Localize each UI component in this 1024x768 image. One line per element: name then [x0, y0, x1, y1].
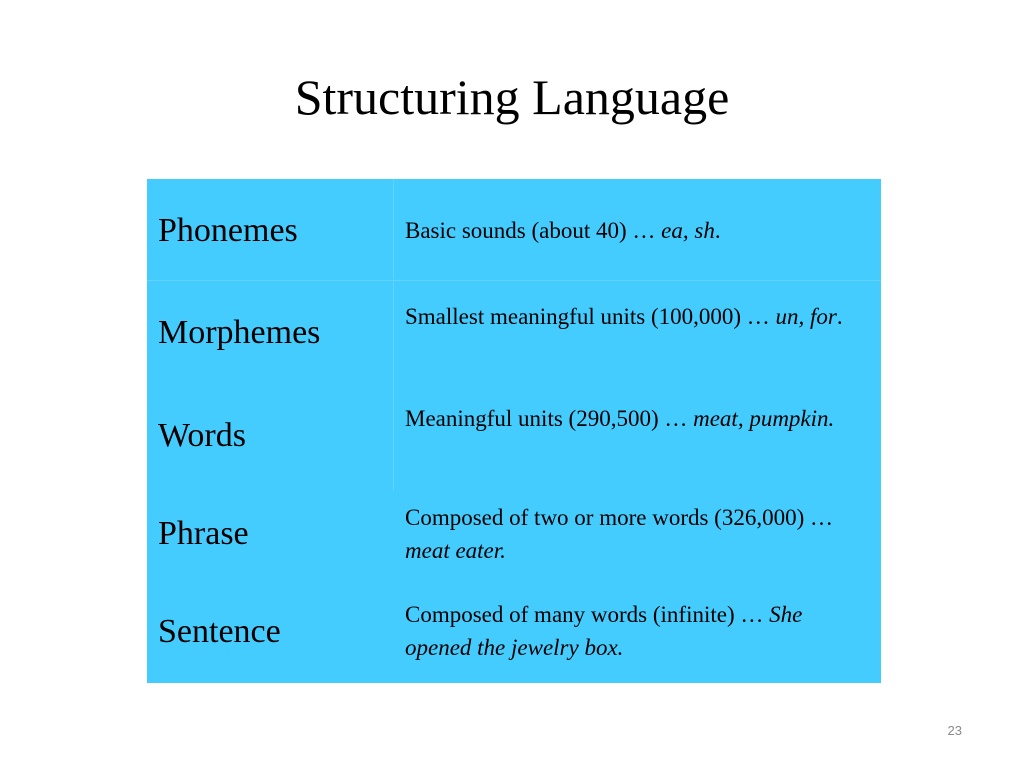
term-cell: Words: [158, 417, 246, 454]
table-row-words: [147, 381, 881, 481]
description-example: meat eater.: [405, 538, 506, 563]
term-cell: Morphemes: [158, 314, 321, 351]
description-tail: .: [836, 304, 843, 329]
description-text: Smallest meaningful units (100,000) …: [405, 304, 776, 329]
term-cell: Phrase: [158, 515, 249, 552]
description-example: She opened the jewelry box.: [405, 602, 803, 660]
table-row-morphemes: [147, 281, 881, 381]
table-row-phrase: [147, 481, 881, 581]
description-text: Basic sounds (about 40) …: [405, 218, 662, 243]
description-example: un, for: [775, 304, 837, 329]
slide-title: Structuring Language: [294, 69, 730, 125]
description-cell: [405, 300, 870, 333]
table-row-phonemes: [147, 179, 881, 280]
term-cell: Sentence: [158, 613, 281, 650]
description-cell: [405, 214, 870, 247]
description-cell: [405, 598, 870, 664]
description-cell: [405, 501, 870, 567]
language-structure-table: [147, 179, 881, 683]
description-tail: .: [714, 218, 721, 243]
page-number: 23: [947, 723, 962, 738]
description-cell: [405, 402, 870, 435]
description-text: Composed of many words (infinite) …: [405, 602, 770, 627]
description-text: Meaningful units (290,500) …: [405, 406, 694, 431]
term-cell: Phonemes: [158, 212, 298, 249]
description-text: Composed of two or more words (326,000) …: [405, 505, 834, 530]
description-example: ea, sh: [661, 218, 715, 243]
description-example: meat, pumpkin.: [693, 406, 835, 431]
table-row-sentence: [147, 581, 881, 683]
